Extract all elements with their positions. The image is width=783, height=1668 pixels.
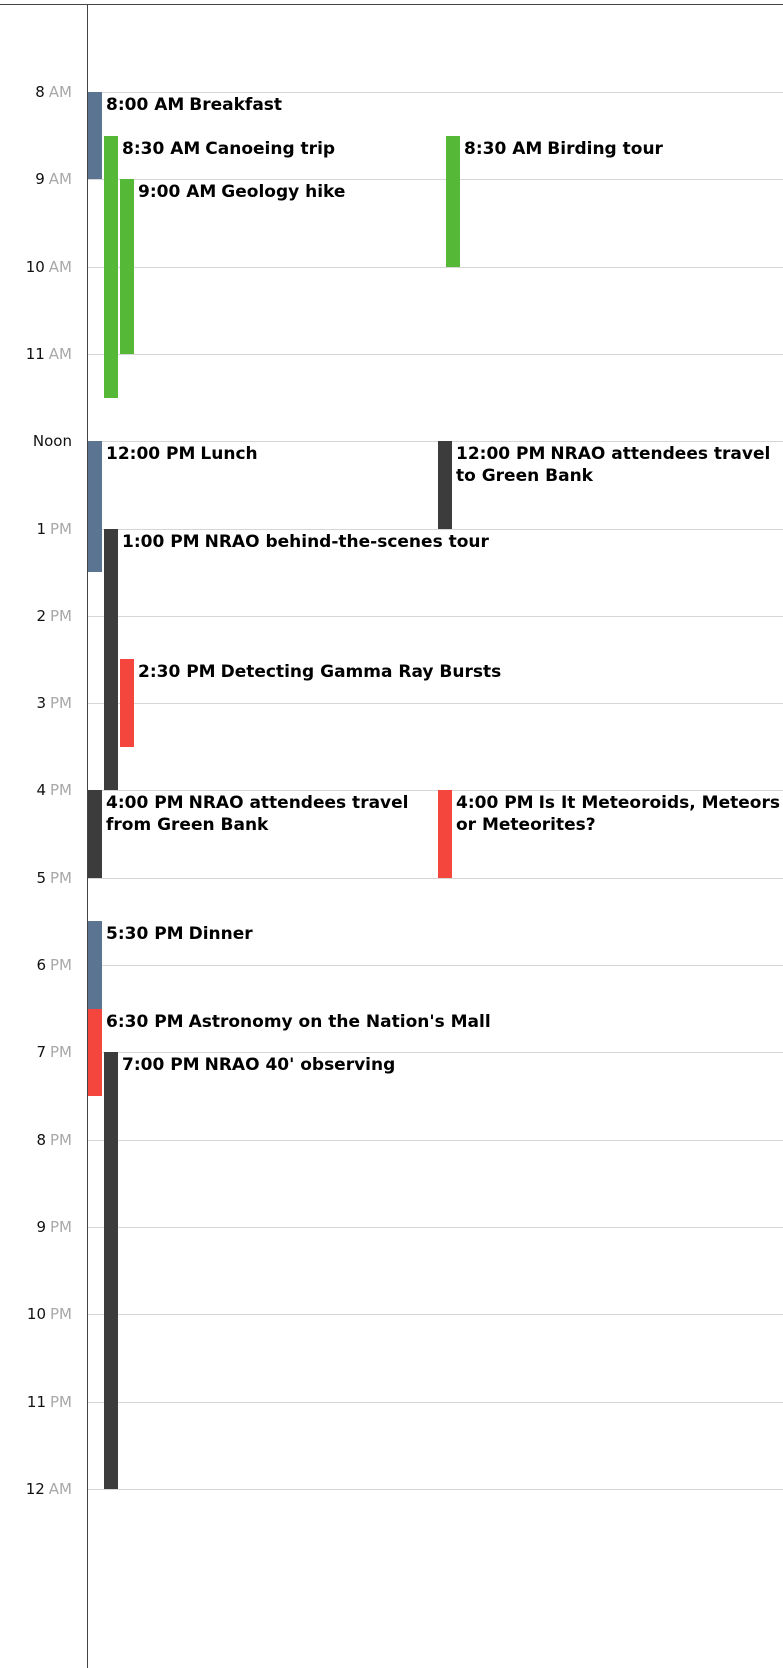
hour-label-suffix: PM (50, 869, 72, 887)
hour-label-suffix: PM (50, 1305, 72, 1323)
hour-label-number: 10 (26, 1305, 46, 1323)
event-label (106, 792, 434, 836)
event-label (138, 661, 783, 683)
event-time: 5:30 PM (106, 924, 184, 944)
hour-label-number: 9 (35, 170, 45, 188)
event-color-bar (88, 790, 102, 878)
event-time: 8:30 AM (122, 139, 201, 159)
event-color-bar (88, 441, 102, 572)
event-title: Astronomy on the Nation's Mall (188, 1012, 491, 1032)
event-title: Detecting Gamma Ray Bursts (220, 662, 502, 682)
hour-label (0, 694, 72, 712)
hour-label (0, 781, 72, 799)
event-label (138, 181, 424, 203)
hour-label-suffix: PM (50, 520, 72, 538)
event-time: 4:00 PM (456, 793, 534, 813)
event-title: Dinner (188, 924, 253, 944)
hour-label-number: 11 (26, 1393, 46, 1411)
hour-label (0, 170, 72, 188)
hour-label-suffix: PM (50, 1393, 72, 1411)
hour-label (0, 258, 72, 276)
event-time: 6:30 PM (106, 1012, 184, 1032)
event-title: NRAO attendees travel to Green Bank (456, 444, 771, 486)
calendar-event[interactable] (88, 790, 434, 878)
top-border (0, 4, 783, 5)
hour-label-number: 2 (36, 607, 46, 625)
event-color-bar (120, 179, 134, 354)
hour-label-number: 11 (25, 345, 45, 363)
hour-label-suffix: AM (48, 83, 72, 101)
hour-label-number: 5 (36, 869, 46, 887)
calendar-event[interactable] (120, 179, 424, 354)
hour-label (0, 1043, 72, 1061)
hour-label (0, 1393, 72, 1411)
event-title: Lunch (200, 444, 258, 464)
event-color-bar (104, 529, 118, 790)
calendar-event[interactable] (104, 1052, 783, 1489)
hour-label-number: 10 (25, 258, 45, 276)
event-time: 7:00 PM (122, 1055, 200, 1075)
event-title: NRAO attendees travel from Green Bank (106, 793, 409, 835)
event-color-bar (88, 92, 102, 179)
hour-label-suffix: AM (48, 345, 72, 363)
event-label (464, 138, 783, 160)
event-time: 4:00 PM (106, 793, 184, 813)
hour-label-suffix: PM (50, 1131, 72, 1149)
hour-label-number: 4 (36, 781, 46, 799)
event-label (122, 1054, 783, 1076)
event-color-bar (88, 1009, 102, 1096)
event-label (122, 138, 424, 160)
hour-label-number: 7 (36, 1043, 46, 1061)
event-title: Breakfast (189, 95, 283, 115)
event-title: Geology hike (221, 182, 346, 202)
hour-label-number: 3 (36, 694, 46, 712)
hour-label-suffix: AM (48, 258, 72, 276)
event-time: 8:30 AM (464, 139, 543, 159)
hour-label-number: Noon (32, 432, 72, 450)
event-title: NRAO behind-the-scenes tour (204, 532, 489, 552)
hour-label (0, 345, 72, 363)
hour-label-number: 12 (25, 1480, 45, 1498)
hour-label-number: 8 (35, 83, 45, 101)
hour-label-number: 9 (36, 1218, 46, 1236)
hour-label (0, 1480, 72, 1498)
event-color-bar (104, 136, 118, 398)
event-time: 2:30 PM (138, 662, 216, 682)
hour-gridline (88, 1489, 783, 1490)
event-time: 9:00 AM (138, 182, 217, 202)
event-time: 12:00 PM (106, 444, 196, 464)
hour-label (0, 956, 72, 974)
hour-label-number: 1 (36, 520, 46, 538)
event-title: NRAO 40' observing (204, 1055, 396, 1075)
hour-label-suffix: PM (50, 956, 72, 974)
hour-label (0, 1218, 72, 1236)
hour-label (0, 83, 72, 101)
event-time: 1:00 PM (122, 532, 200, 552)
event-color-bar (438, 790, 452, 878)
event-label (106, 923, 783, 945)
calendar-event[interactable] (120, 659, 783, 747)
hour-label-suffix: PM (50, 1043, 72, 1061)
hour-label (0, 432, 72, 450)
event-title: Birding tour (547, 139, 663, 159)
event-color-bar (446, 136, 460, 267)
hour-label-number: 8 (36, 1131, 46, 1149)
hour-label (0, 1131, 72, 1149)
event-label (106, 94, 783, 116)
hour-label (0, 520, 72, 538)
hour-label (0, 1305, 72, 1323)
hour-gridline (88, 878, 783, 879)
event-label (456, 792, 783, 836)
event-label (122, 531, 783, 553)
calendar-event[interactable] (438, 790, 783, 878)
event-color-bar (120, 659, 134, 747)
hour-label (0, 607, 72, 625)
hour-label-number: 6 (36, 956, 46, 974)
hour-label-suffix: PM (50, 694, 72, 712)
event-title: Is It Meteoroids, Meteors or Meteorites? (456, 793, 780, 835)
hour-label-suffix: AM (48, 1480, 72, 1498)
event-color-bar (104, 1052, 118, 1489)
hour-label-suffix: AM (48, 170, 72, 188)
event-title: Canoeing trip (205, 139, 336, 159)
hour-label-suffix: PM (50, 607, 72, 625)
event-label (106, 1011, 783, 1033)
event-time: 12:00 PM (456, 444, 546, 464)
event-time: 8:00 AM (106, 95, 185, 115)
hour-label-suffix: PM (50, 781, 72, 799)
event-label (456, 443, 783, 487)
hour-label-suffix: PM (50, 1218, 72, 1236)
event-label (106, 443, 434, 465)
hour-label (0, 869, 72, 887)
calendar-event[interactable] (446, 136, 783, 267)
event-color-bar (438, 441, 452, 529)
calendar-event[interactable] (438, 441, 783, 529)
